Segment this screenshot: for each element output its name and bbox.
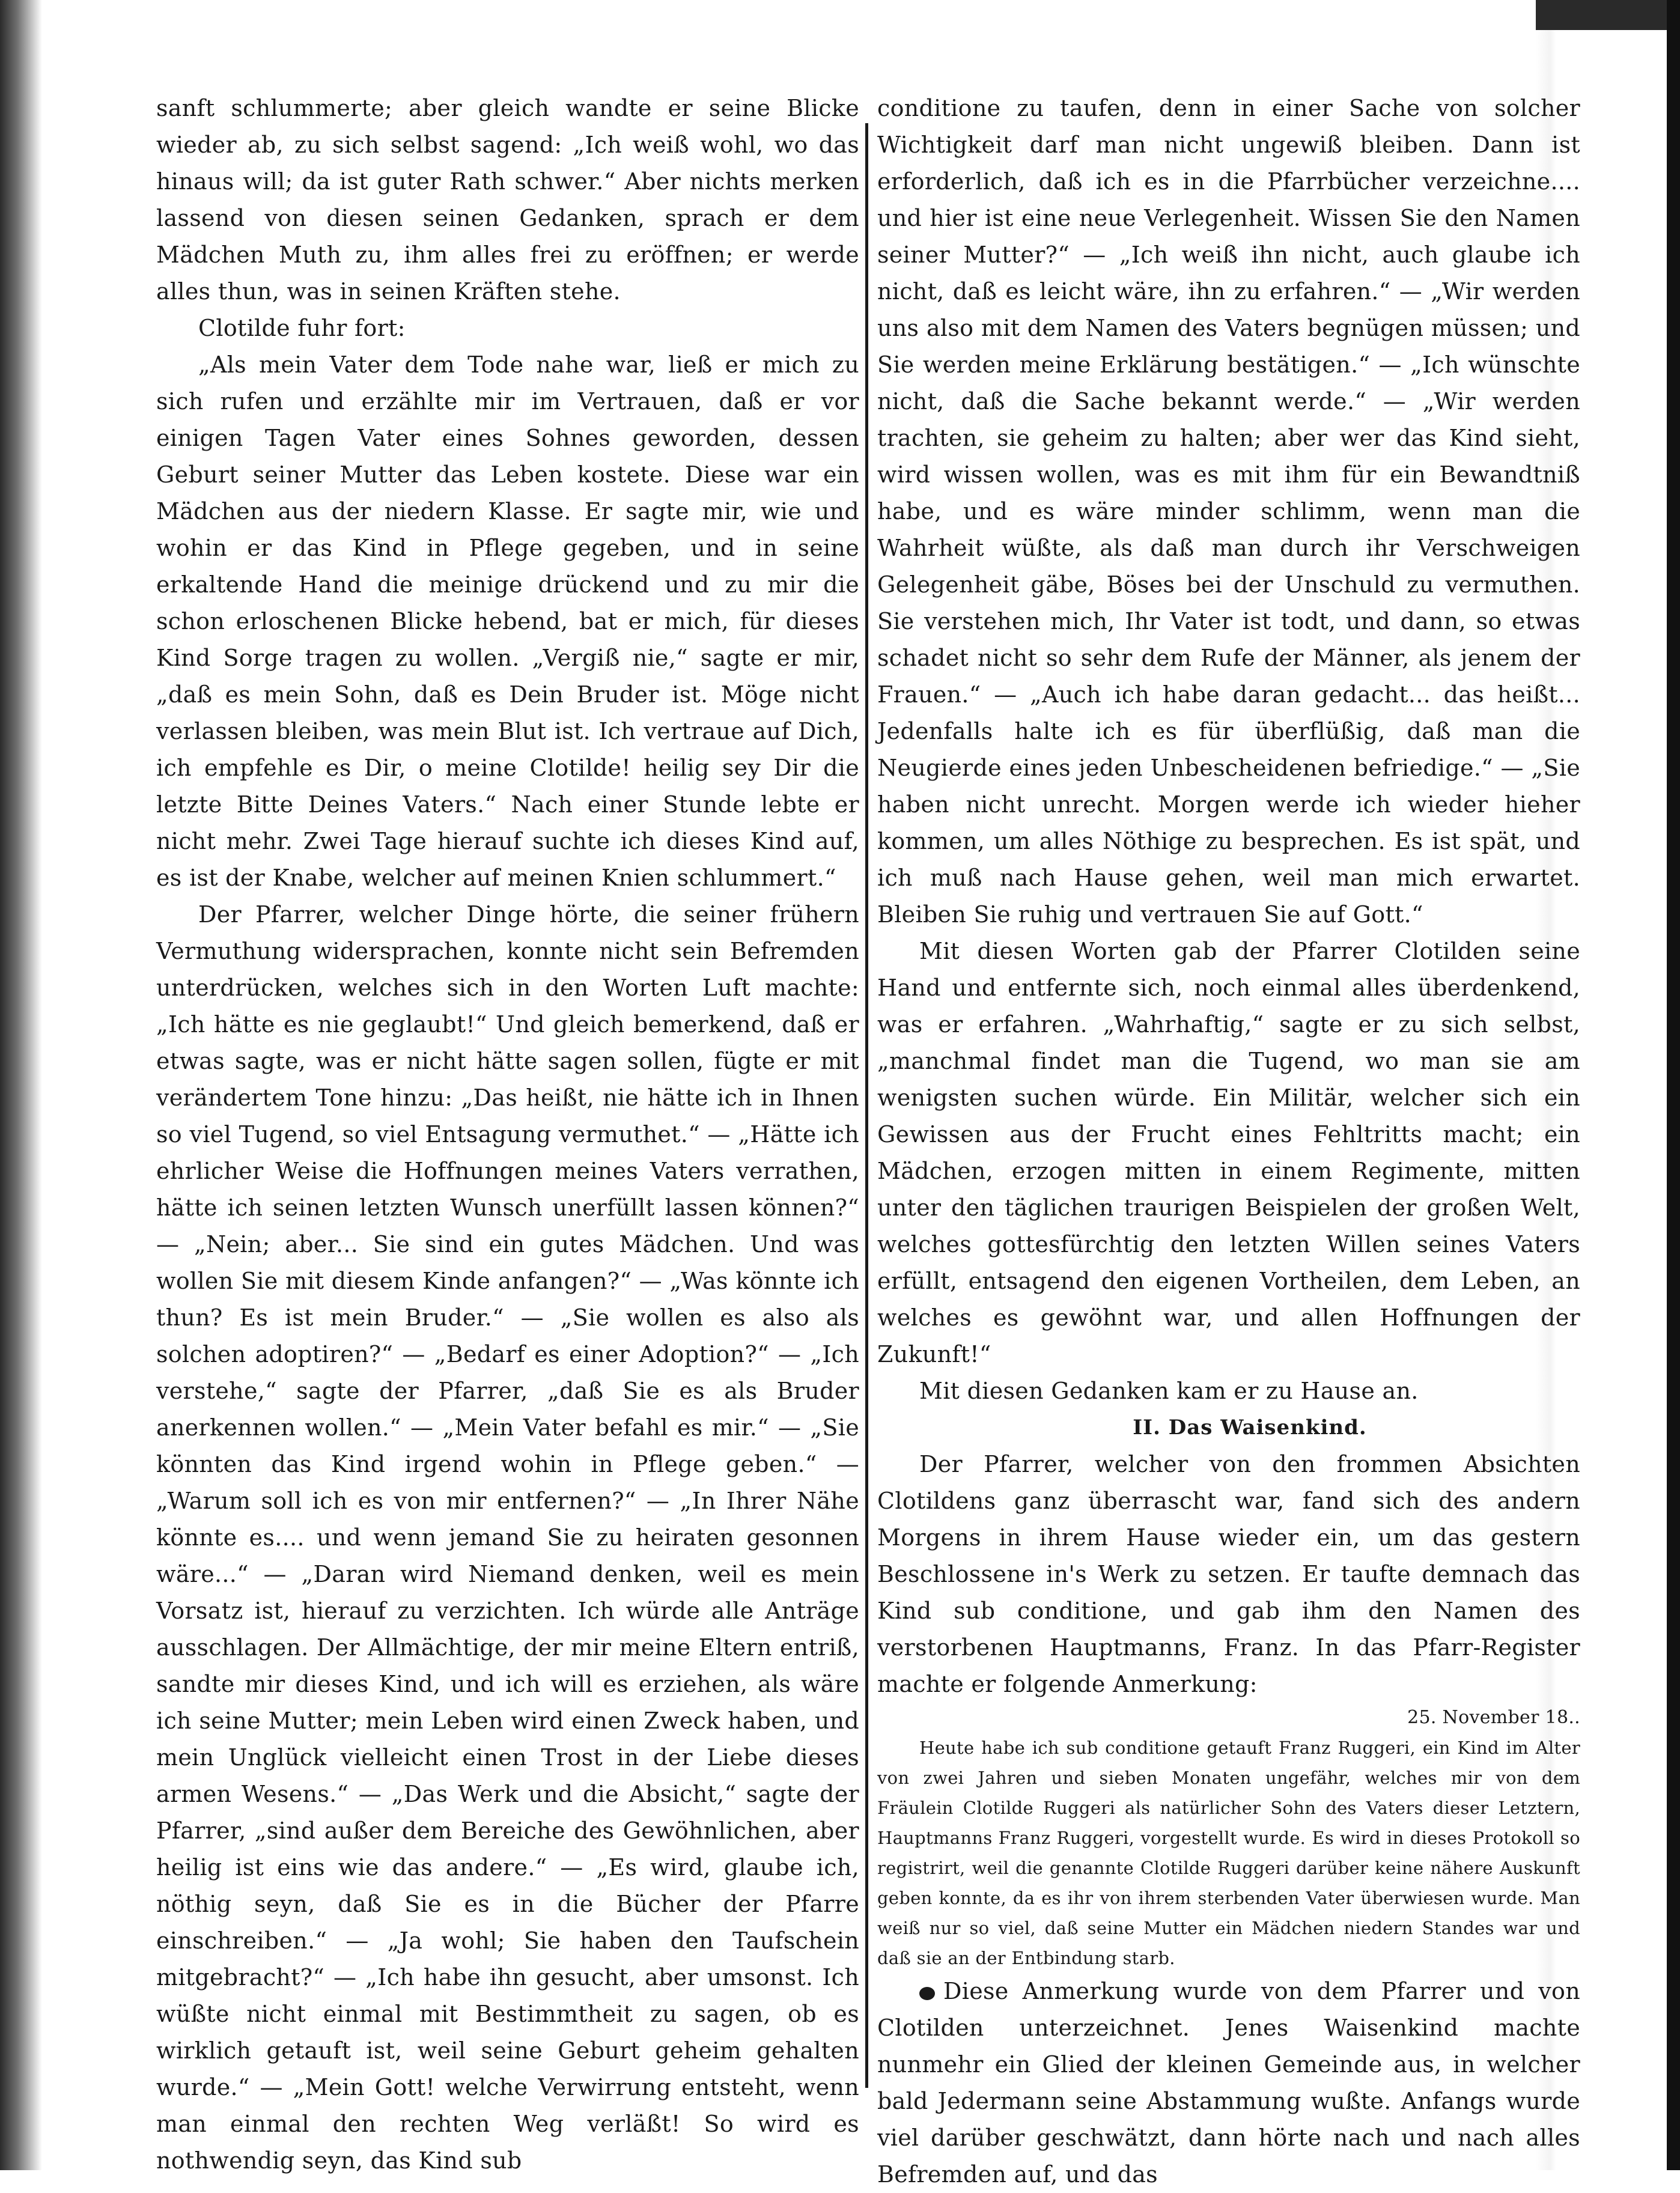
register-date: 25. November 18.. [1407, 1707, 1580, 1728]
section-title: II. Das Waisenkind. [1133, 1416, 1367, 1440]
right-paragraph-4: Der Pfarrer, welcher von den frommen Absichten Clotildens ganz überrascht war, fand sich des andern Morgens in ihrem Hause wieder ein, um das gestern Beschlossene in's Werk zu setzen. Er taufte demnach das Kind sub conditione, und gab ihm den Namen des verstorbenen Hauptmanns, Franz. In das Pfarr-Register machte er folgende Anmerkung: [877, 1451, 1580, 1697]
right-paragraph-1: conditione zu taufen, denn in einer Sache von solcher Wichtigkeit darf man nicht ungewiß bleiben. Dann ist erforderlich, daß ich es in die Pfarrbücher verzeichne.... und hier ist eine neue Verlegenheit. Wissen Sie den Namen seiner Mutter?“ — „Ich weiß ihn nicht, auch glaube ich nicht, daß es leicht wäre, ihn zu erfahren.“ — „Wir werden uns also mit dem Namen des Vaters begnügen müssen; und Sie werden meine Erklärung bestätigen.“ — „Ich wünschte nicht, daß die Sache bekannt werde.“ — „Wir werden trachten, sie geheim zu halten; aber wer das Kind sieht, wird wissen wollen, was es mit ihm für ein Bewandtniß habe, und es wäre minder schlimm, wenn man die Wahrheit wüßte, als daß man durch ihr Verschweigen Gelegenheit gäbe, Böses bei der Unschuld zu vermuthen. Sie verstehen mich, Ihr Vater ist todt, und dann, so etwas schadet nicht so sehr dem Rufe der Männer, als jenem der Frauen.“ — „Auch ich habe daran gedacht... das heißt... Jedenfalls halte ich es für überflüßig, daß man die Neugierde eines jeden Unbescheidenen befriedige.“ — „Sie haben nicht unrecht. Morgen werde ich wieder hieher kommen, um alles Nöthige zu besprechen. Es ist spät, und ich muß nach Hause gehen, weil man mich erwartet. Bleiben Sie ruhig und vertrauen Sie auf Gott.“ [877, 95, 1580, 928]
column-divider [865, 123, 868, 2088]
left-paragraph-3: „Als mein Vater dem Tode nahe war, ließ er mich zu sich rufen und erzählte mir im Vertrauen, daß er vor einigen Tagen Vater eines Sohnes geworden, dessen Geburt seiner Mutter das Leben kostete. Diese war ein Mädchen aus der niedern Klasse. Er sagte mir, wie und wohin er das Kind in Pflege gegeben, und in seine erkaltende Hand die meinige drückend und zu mir die schon erloschenen Blicke hebend, bat er mich, für dieses Kind Sorge tragen zu wollen. „Vergiß nie,“ sagte er mir, „daß es mein Sohn, daß es Dein Bruder ist. Möge nicht verlassen bleiben, was mein Blut ist. Ich vertraue auf Dich, ich empfehle es Dir, o meine Clotilde! heilig sey Dir die letzte Bitte Deines Vaters.“ Nach einer Stunde lebte er nicht mehr. Zwei Tage hierauf suchte ich dieses Kind auf, es ist der Knabe, welcher auf meinen Knien schlummert.“ [156, 351, 859, 891]
scan-corner-shadow [1536, 0, 1674, 30]
right-column [877, 90, 1580, 2193]
register-note: Heute habe ich sub conditione getauft Franz Ruggeri, ein Kind im Alter von zwei Jahren und sieben Monaten ungefähr, welches mir von dem Fräulein Clotilde Ruggeri als natürlicher Sohn des Vaters dieser Letztern, Hauptmanns Franz Ruggeri, vorgestellt wurde. Es wird in dieses Protokoll so registrirt, weil die genannte Clotilde Ruggeri darüber keine nähere Auskunft geben konnte, da es ihr von ihrem sterbenden Vater überwiesen wurde. Man weiß nur so viel, daß seine Mutter ein Mädchen niedern Standes war und daß sie an der Entbindung starb. [877, 1738, 1580, 1968]
page [126, 90, 1586, 2188]
left-paragraph-1: sanft schlummerte; aber gleich wandte er seine Blicke wieder ab, zu sich selbst sagend: „Ich weiß wohl, wo das hinaus will; da ist guter Rath schwer.“ Aber nichts merken lassend von diesen seinen Gedanken, sprach er dem Mädchen Muth zu, ihm alles frei zu eröffnen; er werde alles thun, was in seinen Kräften stehe. [156, 95, 859, 305]
right-paragraph-5-text: Diese Anmerkung wurde von dem Pfarrer und von Clotilden unterzeichnet. Jenes Waisenkind machte nunmehr ein Glied der kleinen Gemeinde aus, in welcher bald Jedermann seine Abstammung wußte. Anfangs wurde viel darüber geschwätzt, dann hörte nach und nach alles Befremden auf, und das [877, 1978, 1580, 2188]
bullet-icon [919, 1987, 935, 2000]
right-paragraph-2: Mit diesen Worten gab der Pfarrer Clotilden seine Hand und entfernte sich, noch einmal alles überdenkend, was er erfahren. „Wahrhaftig,“ sagte er zu sich selbst, „manchmal findet man die Tugend, wo man sie am wenigsten suchen würde. Ein Militär, welcher sich ein Gewissen aus der Frucht eines Fehltritts macht; ein Mädchen, erzogen mitten in einem Regimente, mitten unter den täglichen traurigen Beispielen der großen Welt, welches gottesfürchtig den letzten Willen seines Vaters erfüllt, entsagend den eigenen Vortheilen, dem Leben, an welches es gewöhnt war, und allen Hoffnungen der Zukunft!“ [877, 938, 1580, 1367]
right-paragraph-5 [877, 1973, 1580, 2193]
left-paragraph-2: Clotilde fuhr fort: [198, 315, 406, 341]
left-column [156, 90, 859, 2179]
scan-border-right [1667, 0, 1680, 2170]
right-paragraph-3: Mit diesen Gedanken kam er zu Hause an. [919, 1378, 1419, 1404]
scan-shadow-left [0, 0, 42, 2170]
left-paragraph-4: Der Pfarrer, welcher Dinge hörte, die seiner frühern Vermuthung widersprachen, konnte nicht sein Befremden unterdrücken, welches sich in den Worten Luft machte: „Ich hätte es nie geglaubt!“ Und gleich bemerkend, daß er etwas sagte, was er nicht hätte sagen sollen, fügte er mit verändertem Tone hinzu: „Das heißt, nie hätte ich in Ihnen so viel Tugend, so viel Entsagung vermuthet.“ — „Hätte ich ehrlicher Weise die Hoffnungen meines Vaters verrathen, hätte ich seinen letzten Wunsch unerfüllt lassen können?“ — „Nein; aber... Sie sind ein gutes Mädchen. Und was wollen Sie mit diesem Kinde anfangen?“ — „Was könnte ich thun? Es ist mein Bruder.“ — „Sie wollen es also als solchen adoptiren?“ — „Bedarf es einer Adoption?“ — „Ich verstehe,“ sagte der Pfarrer, „daß Sie es als Bruder anerkennen wollen.“ — „Mein Vater befahl es mir.“ — „Sie könnten das Kind irgend wohin in Pflege geben.“ — „Warum soll ich es von mir entfernen?“ — „In Ihrer Nähe könnte es.... und wenn jemand Sie zu heiraten gesonnen wäre...“ — „Daran wird Niemand denken, weil es mein Vorsatz ist, hierauf zu verzichten. Ich würde alle Anträge ausschlagen. Der Allmächtige, der mir meine Eltern entriß, sandte mir dieses Kind, und ich will es erziehen, als wäre ich seine Mutter; mein Leben wird einen Zweck haben, und mein Unglück vielleicht einen Trost in der Liebe dieses armen Wesens.“ — „Das Werk und die Absicht,“ sagte der Pfarrer, „sind außer dem Bereiche des Gewöhnlichen, aber heilig ist eins wie das andere.“ — „Es wird, glaube ich, nöthig seyn, daß Sie es in die Bücher der Pfarre einschreiben.“ — „Ja wohl; Sie haben den Taufschein mitgebracht?“ — „Ich habe ihn gesucht, aber umsonst. Ich wüßte nicht einmal mit Bestimmtheit zu sagen, ob es wirklich getauft ist, weil seine Geburt geheim gehalten wurde.“ — „Mein Gott! welche Verwirrung entsteht, wenn man einmal den rechten Weg verläßt! So wird es nothwendig seyn, das Kind sub [156, 901, 859, 2174]
